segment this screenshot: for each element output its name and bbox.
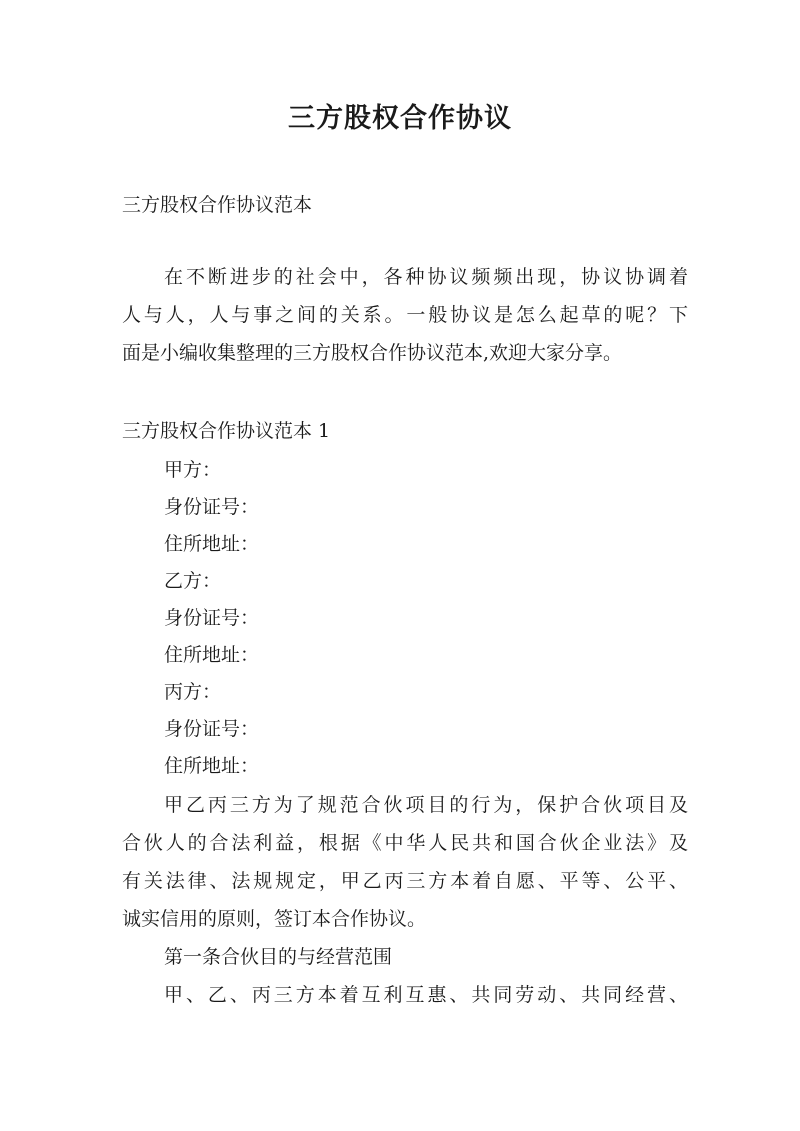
party-a-label: 甲方： — [164, 459, 222, 481]
preamble-line-4: 诚实信用的原则，签订本合作协议。 — [122, 908, 427, 930]
preamble-line-2: 合伙人的合法利益，根据《中华人民共和国合伙企业法》及 — [122, 832, 688, 854]
party-b-address-label: 住所地址： — [164, 644, 260, 666]
party-c-label: 丙方： — [164, 681, 222, 703]
party-a-address-label: 住所地址： — [164, 533, 260, 555]
party-c-address-label: 住所地址： — [164, 755, 260, 777]
preamble-line-1: 甲乙丙三方为了规范合伙项目的行为，保护合伙项目及 — [164, 794, 688, 816]
article-1-text: 甲、乙、丙三方本着互利互惠、共同劳动、共同经营、 — [164, 984, 688, 1006]
intro-line-1: 在不断进步的社会中，各种协议频频出现，协议协调着 — [164, 266, 688, 288]
preamble-line-3: 有关法律、法规规定，甲乙丙三方本着自愿、平等、公平、 — [122, 870, 688, 892]
party-b-id-label: 身份证号： — [164, 607, 260, 629]
sample-heading: 三方股权合作协议范本 1 — [122, 420, 331, 442]
article-1-title: 第一条合伙目的与经营范围 — [164, 946, 393, 968]
party-b-label: 乙方： — [164, 570, 222, 592]
intro-line-2: 人与人，人与事之间的关系。一般协议是怎么起草的呢？下 — [122, 304, 688, 326]
party-a-id-label: 身份证号： — [164, 496, 260, 518]
document-title: 三方股权合作协议 — [288, 103, 512, 134]
party-c-id-label: 身份证号： — [164, 718, 260, 740]
document-subtitle: 三方股权合作协议范本 — [122, 194, 313, 216]
intro-line-3: 面是小编收集整理的三方股权合作协议范本,欢迎大家分享。 — [122, 342, 623, 364]
